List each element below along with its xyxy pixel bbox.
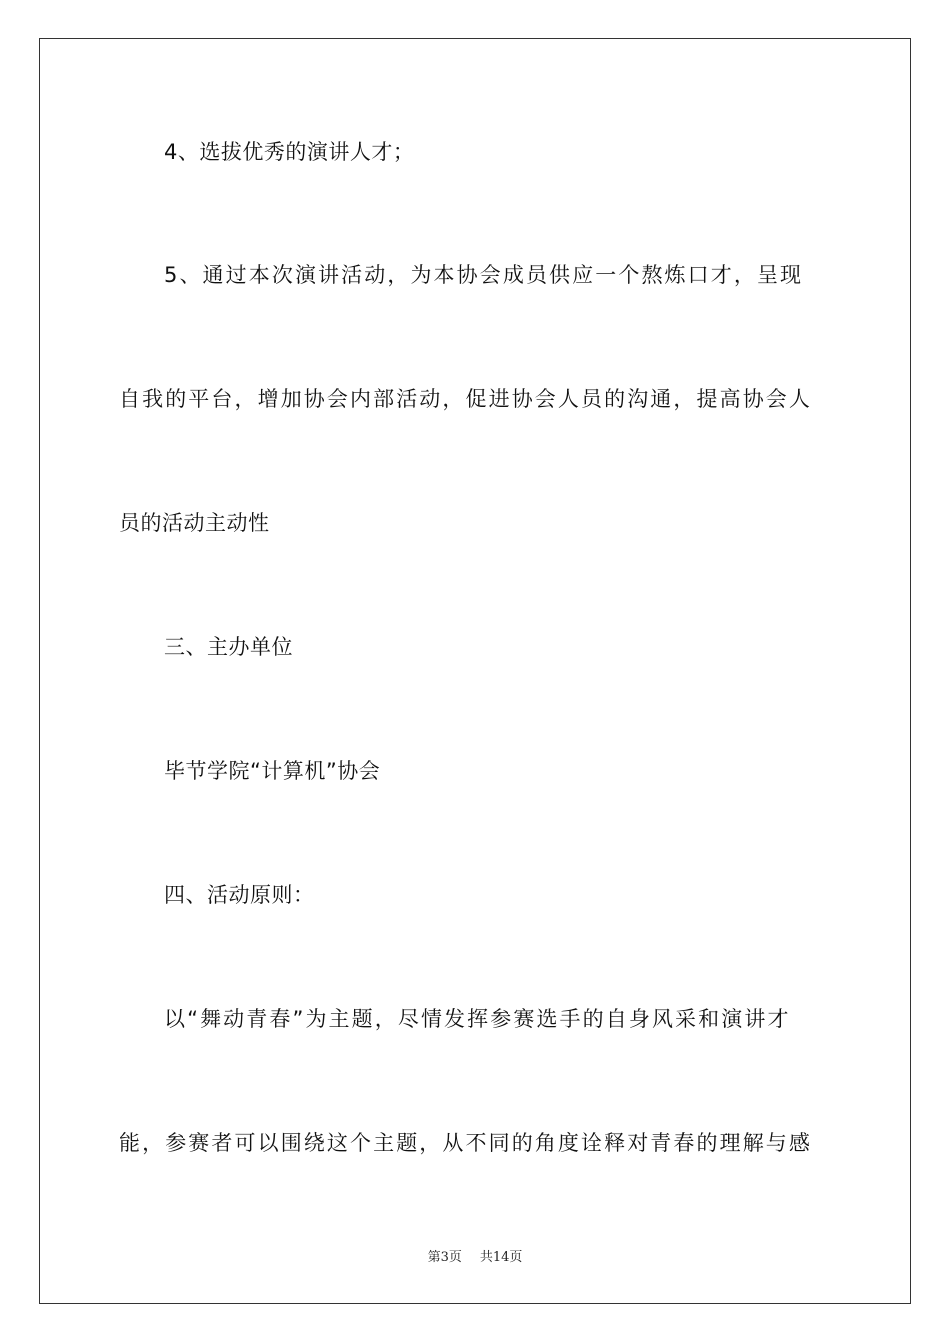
page-number-current: 第3页: [427, 1250, 462, 1265]
text-line-2: 5、通过本次演讲活动，为本协会成员供应一个熬炼口才，呈现: [164, 263, 804, 287]
text-line-4: 员的活动主动性: [119, 511, 270, 535]
text-line-8: 以“舞动青春”为主题，尽情发挥参赛选手的自身风采和演讲才: [164, 1007, 791, 1031]
page-frame: [39, 38, 911, 1304]
text-line-3: 自我的平台，增加协会内部活动，促进协会人员的沟通，提高协会人: [119, 387, 812, 411]
text-line-1: 4、选拔优秀的演讲人才；: [164, 140, 415, 164]
section-heading-principles: 四、活动原则：: [164, 883, 315, 907]
section-heading-organizer: 三、主办单位: [164, 635, 293, 659]
organizer-name: 毕节学院“计算机”协会: [164, 759, 381, 783]
page-number-total: 共14页: [479, 1250, 523, 1265]
text-line-9: 能，参赛者可以围绕这个主题，从不同的角度诠释对青春的理解与感: [119, 1131, 812, 1155]
page-footer: [0, 1250, 950, 1266]
